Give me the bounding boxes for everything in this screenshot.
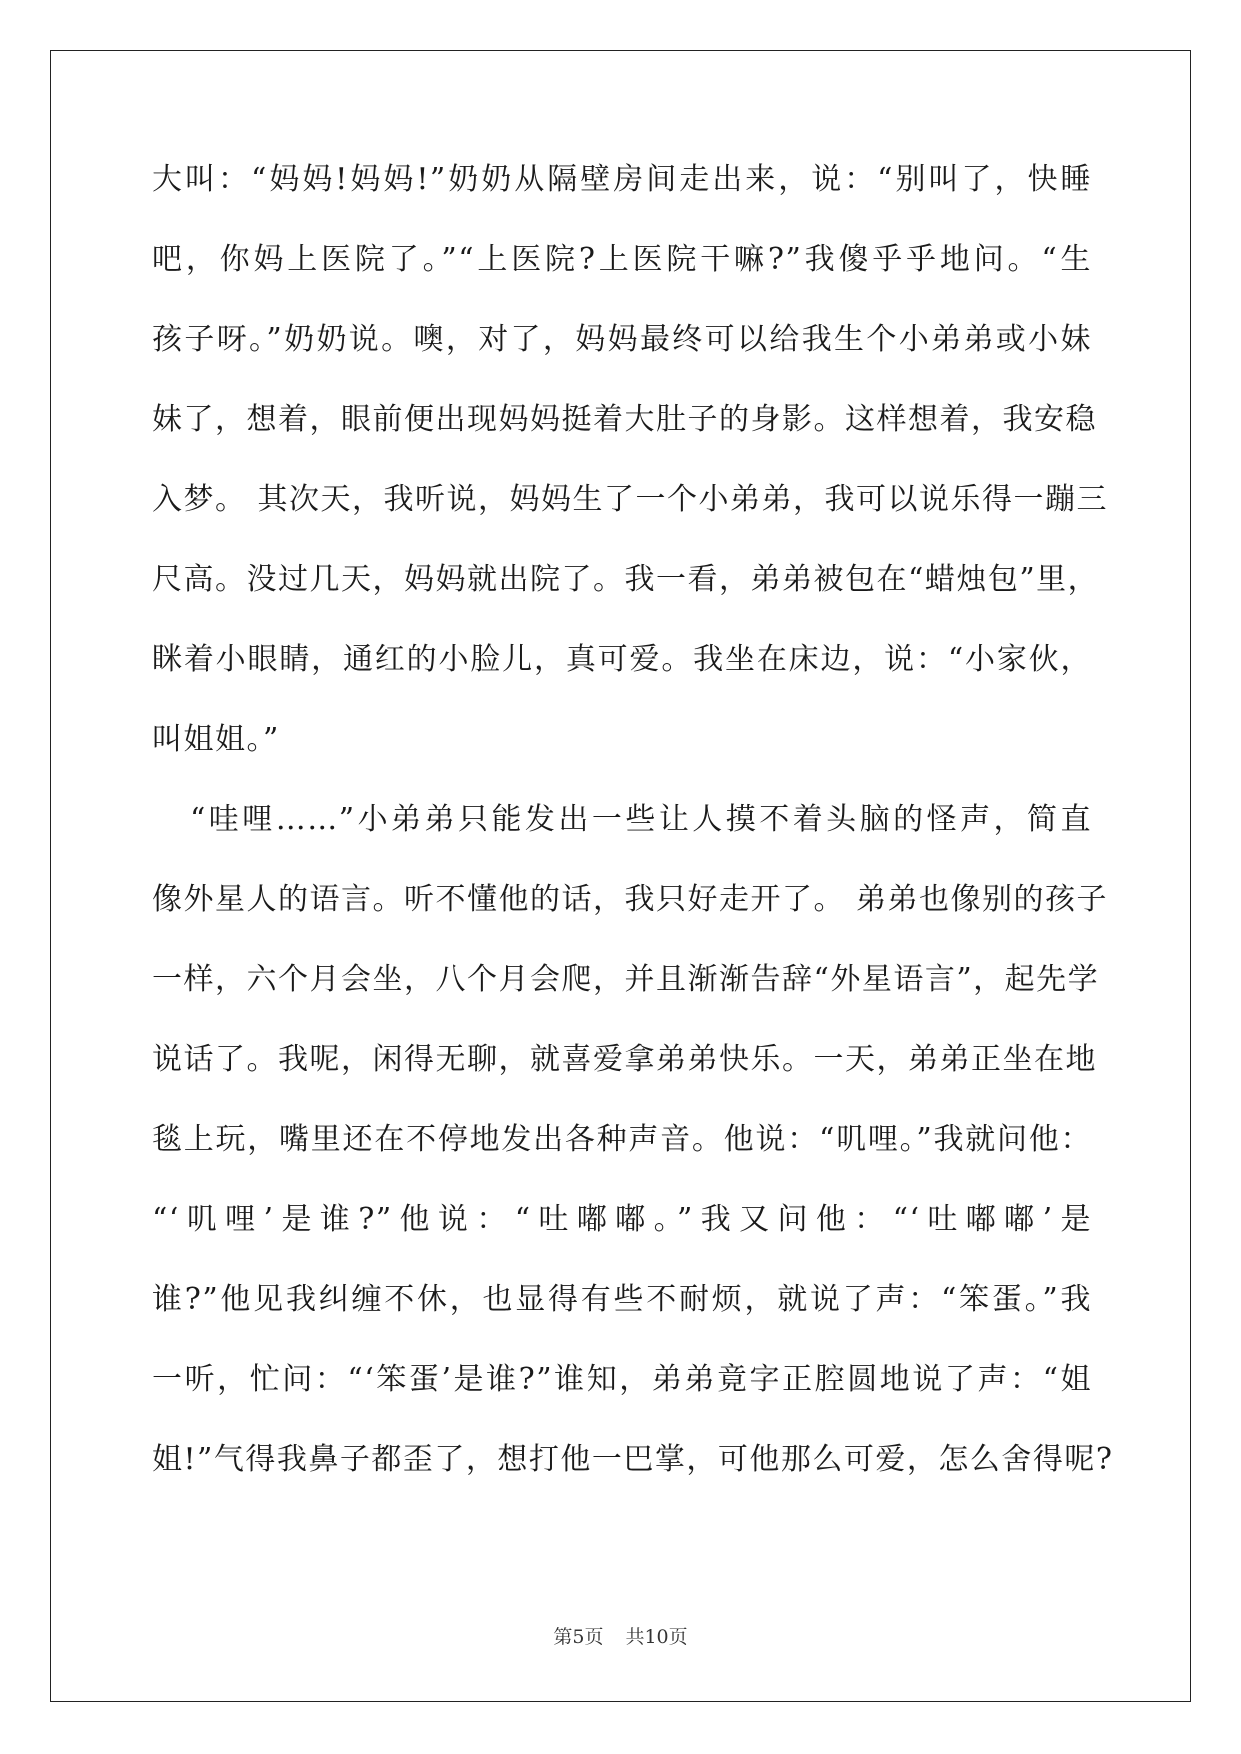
text-line: 吧，你妈上医院了。”“上医院?上医院干嘛?”我傻乎乎地问。“生 <box>152 242 1092 277</box>
text-line: “‘叽哩’是谁?”他说：“吐嘟嘟。”我又问他：“‘吐嘟嘟’是 <box>152 1202 1092 1237</box>
document-body <box>152 160 1114 1520</box>
text-line: 说话了。我呢，闲得无聊，就喜爱拿弟弟快乐。一天，弟弟正坐在地 <box>152 1042 1097 1077</box>
text-line: 入梦。 其次天，我听说，妈妈生了一个小弟弟，我可以说乐得一蹦三 <box>152 482 1109 517</box>
page-number: 第5页 <box>553 1626 604 1648</box>
text-line: 像外星人的语言。听不懂他的话，我只好走开了。 弟弟也像别的孩子 <box>152 882 1109 917</box>
text-line: 谁?”他见我纠缠不休，也显得有些不耐烦，就说了声：“笨蛋。”我 <box>152 1282 1092 1317</box>
text-line: 眯着小眼睛，通红的小脸儿，真可爱。我坐在床边，说：“小家伙， <box>152 642 1092 677</box>
text-line: 孩子呀。”奶奶说。噢，对了，妈妈最终可以给我生个小弟弟或小妹 <box>152 322 1092 357</box>
text-line: 一听，忙问：“‘笨蛋’是谁?”谁知，弟弟竟字正腔圆地说了声：“姐 <box>152 1362 1092 1397</box>
text-line: 尺高。没过几天，妈妈就出院了。我一看，弟弟被包在“蜡烛包”里， <box>152 562 1100 597</box>
text-line: 毯上玩，嘴里还在不停地发出各种声音。他说：“叽哩。”我就问他： <box>152 1122 1092 1157</box>
text-line: 叫姐姐。” <box>152 722 280 757</box>
text-line: 妹了，想着，眼前便出现妈妈挺着大肚子的身影。这样想着，我安稳 <box>152 402 1097 437</box>
page-footer <box>0 1622 1241 1649</box>
text-line: 大叫：“妈妈!妈妈!”奶奶从隔壁房间走出来，说：“别叫了，快睡 <box>152 162 1092 197</box>
text-line: “哇哩……”小弟弟只能发出一些让人摸不着头脑的怪声，简直 <box>190 802 1092 837</box>
text-line: 一样，六个月会坐，八个月会爬，并且渐渐告辞“外星语言”，起先学 <box>152 962 1100 997</box>
text-line: 姐!”气得我鼻子都歪了，想打他一巴掌，可他那么可爱，怎么舍得呢? <box>152 1442 1114 1477</box>
page-total: 共10页 <box>625 1626 688 1648</box>
